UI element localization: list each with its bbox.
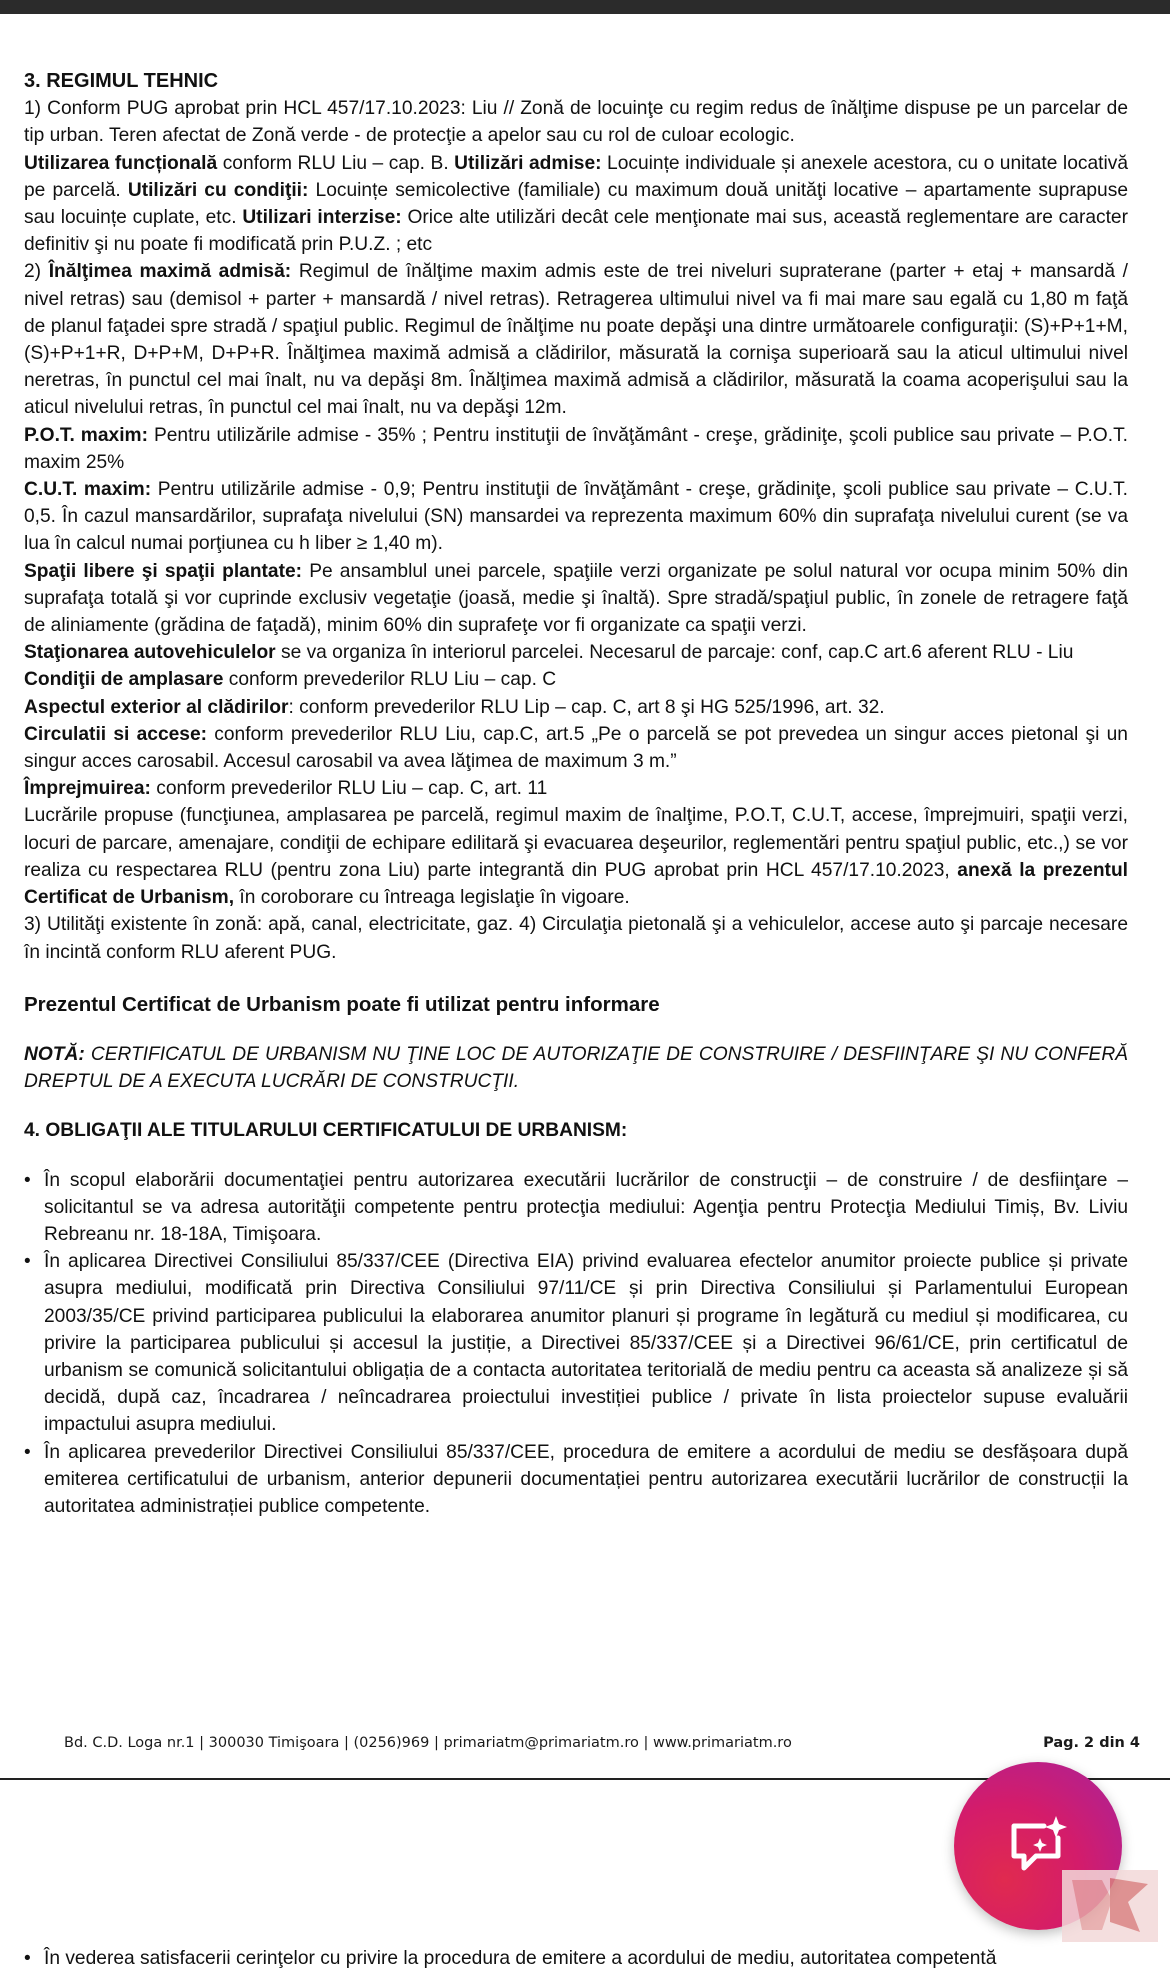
text: Pe ansamblul unei parcele, spaţiile verzi organizate pe solul natural vor ocupa minim 50% din suprafaţa totală şi vor cuprinde exclusiv vegetaţie (joasă, medie şi înaltă). Spre stradă/spaţiul public, în zonele de retragere faţă de aliniamente (grădina de faţadă), minim 60% din suprafeţe vor fi organizate ca spaţii verzi.: [24, 560, 1128, 637]
label-anexa: anexă la prezentul Certificat de Urbanism,: [24, 859, 1128, 909]
text: în coroborare cu întreaga legislaţie în vigoare.: [234, 887, 630, 909]
text: conform RLU Liu – cap. B.: [217, 152, 455, 174]
text: conform prevederilor RLU Liu – cap. C, art. 11: [150, 778, 548, 800]
label-spatii: Spaţii libere şi spaţii plantate:: [24, 560, 303, 582]
list-item: • În aplicarea prevederilor Directivei Consiliului 85/337/CEE, procedura de emitere a acordului de mediu se desfășoara după emiterea certificatului de urbanism, anterior depunerii documentației pentru autorizarea executării lucrărilor de construcții la autoritatea administrației publice competente.: [44, 1439, 1128, 1521]
section-4-heading: 4. OBLIGAŢII ALE TITULARULUI CERTIFICATULUI DE URBANISM:: [24, 1120, 628, 1142]
obligations-list: [24, 1167, 1128, 1521]
text: Pentru utilizările admise - 35% ; Pentru instituţii de învăţământ - creşe, grădiniţe, şcoli publice sau private – P.O.T. maxim 25%: [24, 424, 1128, 473]
paragraph-stationare: [24, 639, 1128, 666]
spacer: [24, 1018, 1128, 1041]
spacer: [24, 966, 1128, 991]
text: conform prevederilor RLU Liu – cap. C: [223, 669, 557, 691]
paragraph-circulatii: [24, 721, 1128, 775]
paragraph-aspect: [24, 694, 1128, 721]
top-bar: [0, 0, 1170, 14]
text: Pentru utilizările admise - 0,9; Pentru instituţii de învăţământ - creşe, grădiniţe, şcoli publice sau private – C.U.T. 0,5. În cazul mansardărilor, suprafaţa nivelului (SN) mansardei va reprezenta maximum 60% din suprafaţa nivelului curent (se va lua în calcul numai porţiunea cu h liber ≥ 1,40 m).: [24, 479, 1128, 555]
text: se va organiza în interiorul parcelei. Necesarul de parcaje: conf, cap.C art.6 aferent RLU - Liu: [275, 642, 1074, 664]
bullet-dot: •: [24, 1948, 31, 1969]
text: Lucrările propuse (funcţiunea, amplasarea pe parcelă, regimul maxim de înalţime, P.O.T, C.U.T, accese, împrejmuiri, spaţii verzi, locuri de parcare, amenajare, condiţii de echipare edilitară şi evacuarea deşeurilor, reglementări pentru spaţiul public, etc.,) se vor realiza cu respectarea RLU (pentru zona Liu) parte integrantă din PUG aprobat prin HCL 457/17.10.2023,: [24, 805, 1128, 881]
footer-address: Bd. C.D. Loga nr.1 | 300030 Timişoara | (0256)969 | primariatm@primariatm.ro | www.primariatm.ro: [64, 1735, 792, 1751]
text: Locuințe semicolective (familiale) cu maximum două unităţi locative – apartamente suprapuse sau locuințe cuplate, etc.: [24, 179, 1128, 229]
inform-line: Prezentul Certificat de Urbanism poate fi utilizat pentru informare: [24, 992, 660, 1016]
label-conditii: Condiţii de amplasare: [24, 669, 224, 691]
spacer: [24, 1145, 1128, 1167]
label-utilizari-admise: Utilizări admise:: [454, 152, 602, 174]
paragraph-cut: [24, 476, 1128, 558]
paragraph-imprejmuire: [24, 775, 1128, 802]
text: Locuințe individuale și anexele acestora, cu o unitate locativă pe parcelă.: [24, 152, 1128, 201]
section-3-heading: 3. REGIMUL TEHNIC: [24, 70, 219, 92]
text: CERTIFICATUL DE URBANISM NU ŢINE LOC DE AUTORIZAŢIE DE CONSTRUIRE / DESFIINŢARE ŞI NU CONFERĂ DREPTUL DE A EXECUTA LUCRĂRI DE CONSTRUCŢII.: [24, 1043, 1128, 1093]
spacer: [24, 1095, 1128, 1117]
logo-watermark-icon: [1062, 1870, 1158, 1942]
note-label: NOTĂ:: [24, 1043, 85, 1065]
text: conform prevederilor RLU Liu, cap.C, art.5 „Pe o parcelă se pot prevedea un singur acces pietonal şi un singur acces carosabil. Accesul carosabil va avea lăţimea de maximum 3 m.”: [24, 723, 1128, 773]
label-imprejmuire: Împrejmuirea:: [24, 778, 151, 800]
paragraph-utilitati: 3) Utilităţi existente în zonă: apă, canal, electricitate, gaz. 4) Circulaţia pietonală şi a vehiculelor, accese auto şi parcaje necesare în incintă conform RLU aferent PUG.: [24, 914, 1128, 963]
paragraph-lucrari: [24, 802, 1128, 911]
text: Regimul de înălţime maxim admis este de trei niveluri supraterane (parter + etaj + mansardă / nivel retras) sau (demisol + parter + mansardă / nivel retras). Retragerea ultimului nivel va fi mai mare sau egală cu 1,80 m faţă de planul faţadei spre stradă / spaţiul public. Regimul de înălţime nu poate depăşi una dintre următoarele configuraţii: (S)+P+1+M, (S)+P+1+R, D+P+M, D+P+R. Înălţimea maximă admisă a clădirilor, măsurată la cornişa superioară sau la aticul ultimului nivel neretras, în punctul cel mai înalt, nu va depăşi 8m. Înălţimea maximă admisă a clădirilor, măsurată la coama acoperişului sau la aticul nivelului retras, în punctul cel mai înalt, nu va depăşi 12m.: [24, 261, 1129, 419]
list-item: • În aplicarea Directivei Consiliului 85/337/CEE (Directiva EIA) privind evaluarea efectelor anumitor proiecte publice și private asupra mediului, modificată prin Directiva Consiliului 97/11/CE și prin Directiva Consiliului și Parlamentului European 2003/35/CE privind participarea publicului la elaborarea anumitor planuri și programe în legătură cu mediul și modificarea, cu privire la participarea publicului și accesul la justiție, a Directivei 85/337/CEE și a Directivei 96/61/CE, prin certificatul de urbanism se comunică solicitantului obligația de a contacta autoritatea teritorială de mediu pentru ca aceasta să analizeze și să decidă, după caz, încadrarea / neîncadrarea proiectului investiției publice / private în lista proiectelor supuse evaluării impactului asupra mediului.: [44, 1248, 1128, 1438]
list-item: • În scopul elaborării documentaţiei pentru autorizarea executării lucrărilor de construcţii – de construire / de desfiinţare – solicitantul se va adresa autorităţii competente pentru protecţia mediului: Agenţia pentru Protecţia Mediului Timiș, Bv. Liviu Rebreanu nr. 18-18A, Timişoara.: [44, 1167, 1128, 1249]
label-utilizari-interzise: Utilizari interzise:: [242, 207, 402, 229]
document-page: [24, 68, 1128, 1520]
label-aspect: Aspectul exterior al clădirilor: [24, 696, 289, 718]
text: : conform prevederilor RLU Lip – cap. C, art 8 şi HG 525/1996, art. 32.: [288, 696, 885, 718]
next-page-bullet: [24, 1945, 1128, 1972]
paragraph-inaltime: [24, 258, 1128, 421]
paragraph-conditii: [24, 666, 1128, 693]
paragraph-spatii: [24, 558, 1128, 640]
label-utilizari-cu-conditii: Utilizări cu condiţii:: [127, 179, 309, 201]
note-paragraph: [24, 1041, 1128, 1095]
paragraph-pot: [24, 422, 1128, 476]
label-stationare: Staţionarea autovehiculelor: [24, 642, 276, 664]
label-circulatii: Circulatii si accese:: [24, 723, 208, 745]
label-utilizarea-functionala: Utilizarea funcțională: [24, 152, 218, 174]
text: Orice alte utilizări decât cele menţionate mai sus, această reglementare are caracter definitiv şi nu poate fi modificată prin P.U.Z. ; etc: [24, 207, 1128, 256]
label-inaltime-maxima: Înălţimea maximă admisă:: [48, 261, 292, 283]
page-footer: [64, 1735, 1140, 1751]
label-pot: P.O.T. maxim:: [24, 424, 148, 446]
list-item: În vederea satisfacerii cerinţelor cu privire la procedura de emitere a acordului de mediu, autoritatea competentă: [44, 1948, 997, 1969]
paragraph-pug: 1) Conform PUG aprobat prin HCL 457/17.10.2023: Liu // Zonă de locuinţe cu regim redus de înălţime dispuse pe un parcelar de tip urban. Teren afectat de Zonă verde - de protecţie a apelor sau cu rol de culoar ecologic.: [24, 98, 1128, 147]
page-number: Pag. 2 din 4: [1043, 1735, 1140, 1751]
paragraph-utilizari: [24, 150, 1128, 259]
label-cut: C.U.T. maxim:: [24, 479, 152, 501]
text: 2): [24, 261, 49, 283]
